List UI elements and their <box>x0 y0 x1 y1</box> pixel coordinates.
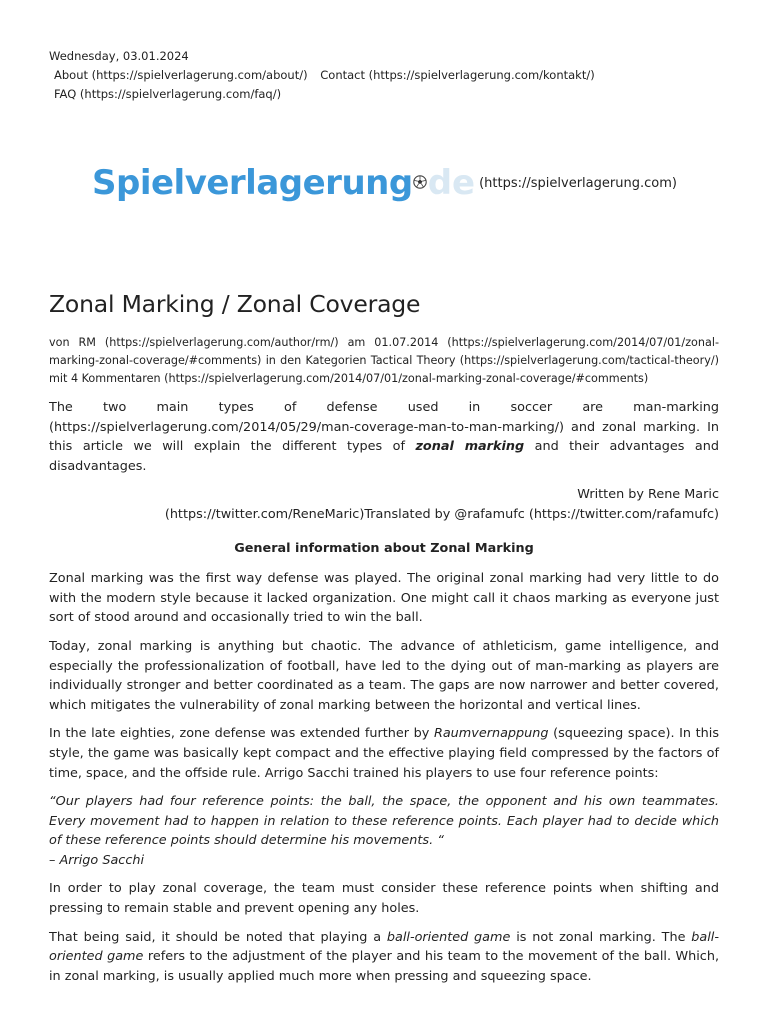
current-date: Wednesday, 03.01.2024 <box>49 49 189 63</box>
quote-author: – Arrigo Sacchi <box>49 852 145 868</box>
top-nav-faq <box>49 85 604 104</box>
quote-text: “Our players had four reference points: the ball, the space, the opponent and his own teammates. Every movement had to happen in relation to these reference points. Each player had to decide which of these reference points should determine his movements. “ <box>49 794 719 849</box>
p5-text-c: refers to the adjustment of the player and his team to the movement of the ball. Which, in zonal marking, is usually applied much more when pressing and squeezing space. <box>49 949 720 984</box>
sacchi-quote <box>49 792 719 870</box>
paragraph-4: In order to play zonal coverage, the team must consider these reference points when shifting and pressing to remain stable and prevent opening any holes. <box>49 881 719 917</box>
byline-author: Written by Rene Maric <box>577 487 719 503</box>
article-meta: von RM (https://spielverlagerung.com/author/rm/) am 01.07.2014 (https://spielverlagerung.com/2014/07/01/zonal-marking-zonal-coverage/#comments) in den Kategorien Tactical Theory (https://spielverlagerung.com/tactical-theory/) mit 4 Kommentaren (https://spielverlagerung.com/2014/07/01/zonal-marking-zonal-coverage/#comments) <box>49 336 719 385</box>
nav-link-contact[interactable]: Contact (https://spielverlagerung.com/kontakt/) <box>320 68 595 82</box>
article-title: Zonal Marking / Zonal Coverage <box>49 290 421 318</box>
logo-wordmark: Spielverlagerung <box>92 163 413 203</box>
byline-translator[interactable]: (https://twitter.com/ReneMaric)Translated by @rafamufc (https://twitter.com/rafamufc) <box>164 506 719 522</box>
p5-text-b: is not zonal marking. The <box>510 929 692 945</box>
p3-emphasis: Raumvernappung <box>433 726 549 742</box>
paragraph-5 <box>49 928 719 987</box>
nav-link-about[interactable]: About (https://spielverlagerung.com/about/) <box>54 68 308 82</box>
soccer-ball-icon <box>413 174 427 193</box>
paragraph-1: Zonal marking was the first way defense was played. The original zonal marking had very little to do with the modern style because it lacked organization. One might call it chaos marking as everyone just sort of stood around and occasionally tried to win the ball. <box>49 571 719 626</box>
top-nav <box>49 66 604 85</box>
p5-emphasis-2: ball-oriented game <box>49 929 719 965</box>
intro-emphasis: zonal marking <box>415 439 525 455</box>
intro-paragraph <box>49 398 719 476</box>
p3-text-a: In the late eighties, zone defense was extended further by <box>49 726 434 742</box>
paragraph-2: Today, zonal marking is anything but chaotic. The advance of athleticism, game intelligence, and especially the professionalization of football, have led to the dying out of man-marking as players are individually stronger and better coordinated as a team. The gaps are now narrower and better covered, which mitigates the vulnerability of zonal marking between the horizontal and vertical lines. <box>49 638 719 713</box>
paragraph-3 <box>49 724 719 783</box>
intro-text-a: The two main types of defense used in soccer are man-marking (https://spielverlagerung.com/2014/05/29/man-coverage-man-to-man-marking/) and zonal marking. In this article we will explain the different types of <box>49 400 719 455</box>
byline <box>49 485 719 524</box>
p5-emphasis-1: ball-oriented game <box>386 929 511 945</box>
p3-text-b: (squeezing space). In this style, the game was basically kept compact and the effective playing field compressed by the factors of time, space, and the offside rule. Arrigo Sacchi trained his players to use four reference points: <box>49 726 719 781</box>
section-heading: General information about Zonal Marking <box>234 540 534 556</box>
site-logo[interactable] <box>92 156 677 210</box>
nav-link-faq[interactable]: FAQ (https://spielverlagerung.com/faq/) <box>54 87 282 101</box>
intro-text-b: and their advantages and disadvantages. <box>49 439 719 474</box>
top-bar <box>49 47 604 104</box>
logo-link-url[interactable]: (https://spielverlagerung.com) <box>479 175 677 191</box>
article <box>49 290 719 995</box>
p5-text-a: That being said, it should be noted that playing a <box>49 929 387 945</box>
logo-suffix: de <box>427 163 476 203</box>
